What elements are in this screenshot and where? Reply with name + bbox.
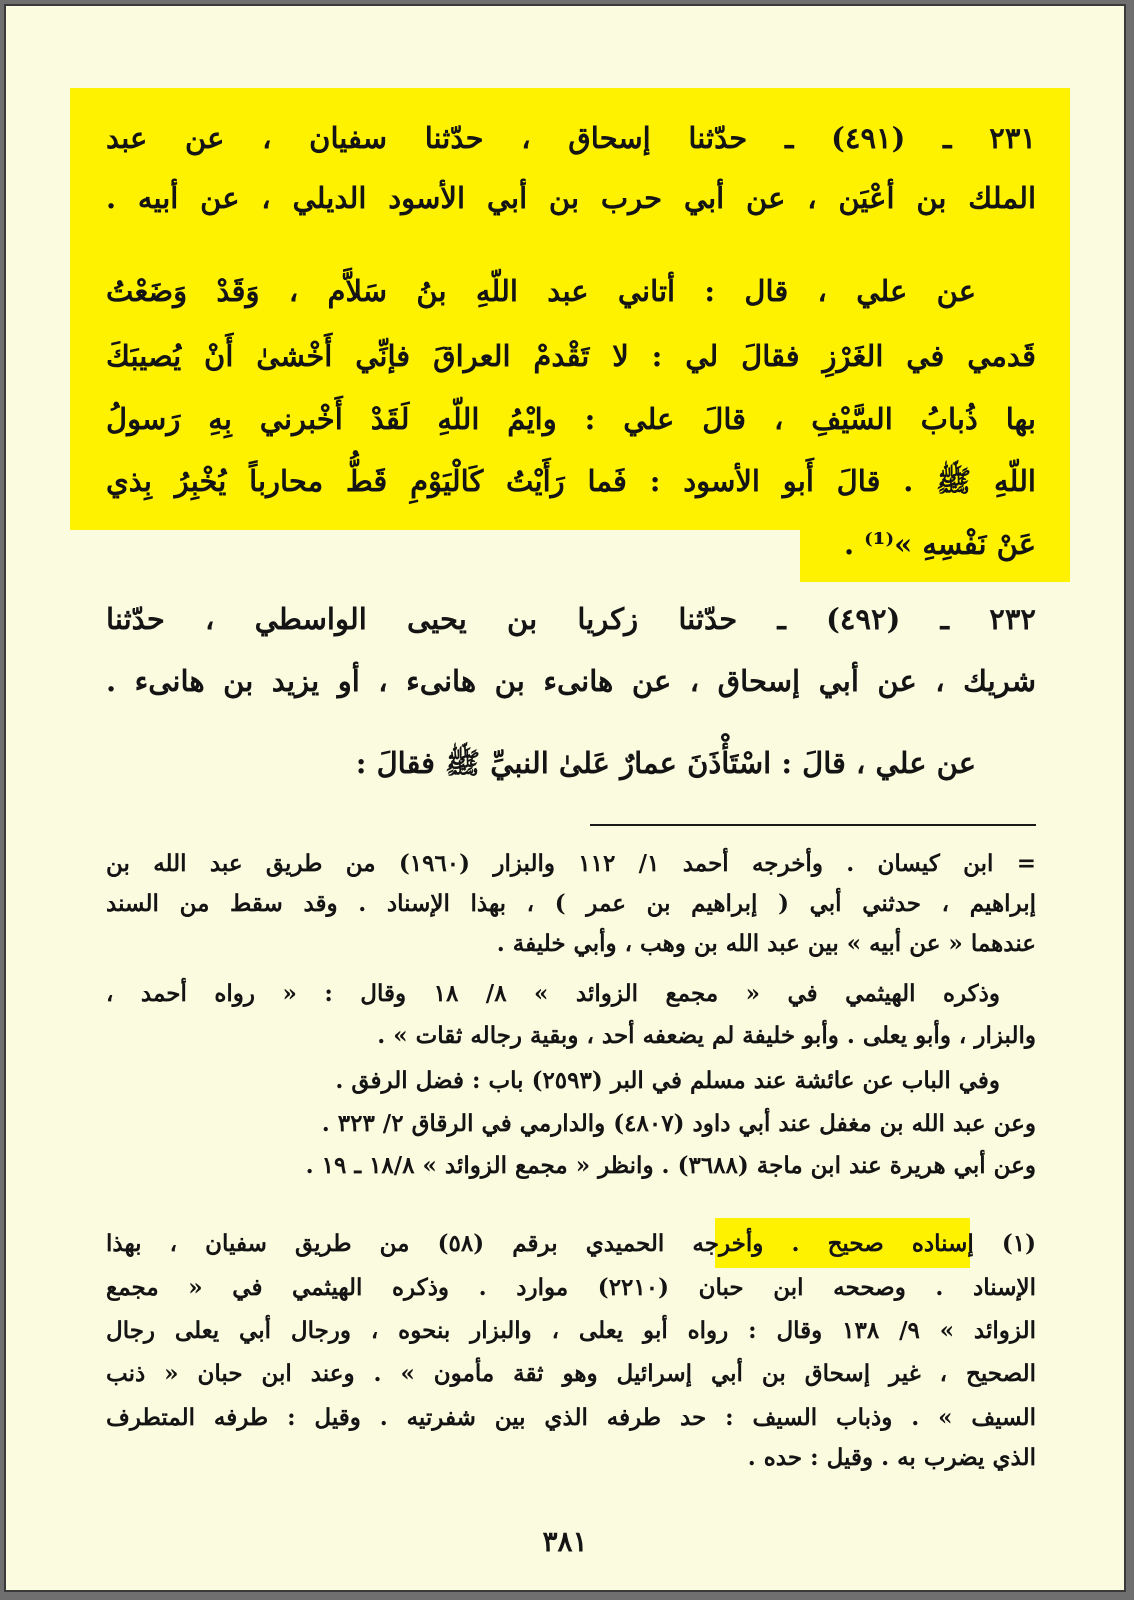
footnote-1-line-5: السيف » . وذباب السيف : حد طرفه الذي بين شفرتيه . وقيل : طرفه المتطرف	[106, 1404, 1036, 1431]
hadith-231-line-4: قَدمي في الغَرْزِ فقالَ لي : لا تَقْدمْ العراقَ فإنِّي أَخْشىٰ أَنْ يُصيبَكَ	[106, 339, 1036, 373]
hadith-231-line-6: اللّهِ ﷺ . قالَ أَبو الأسود : فَما رَأَيْتُ كَالْيَوْمِ قَطُّ محارباً يُخْبِرُ بِذي	[106, 464, 1036, 498]
footnote-1-line-3: الزوائد » ٩/ ١٣٨ وقال : رواه أبو يعلى ، والبزار بنحوه ، ورجال أبي يعلى رجال	[106, 1317, 1036, 1344]
footnote-1-line-2: الإسناد . وصححه ابن حبان (٢٢١٠) موارد . وذكره الهيثمي في « مجمع	[106, 1274, 1036, 1301]
footnote-continuation-line-5: والبزار ، وأبو يعلى . وأبو خليفة لم يضعفه أحد ، وبقية رجاله ثقات » .	[377, 1022, 1036, 1049]
hadith-231-line-7: عَنْ نَفْسِهِ »⁽¹⁾ .	[843, 527, 1036, 561]
footnote-continuation-line-7: وعن عبد الله بن مغفل عند أبي داود (٤٨٠٧) والدارمي في الرقاق ٢/ ٣٢٣ .	[321, 1110, 1036, 1137]
hadith-231-line-3: عن علي ، قال : أتاني عبد اللّهِ بنُ سَلاَّم ، وَقَدْ وَضَعْتُ	[106, 274, 976, 308]
hadith-231-line-5: بها ذُبابُ السَّيْفِ ، قالَ علي : وايْمُ اللّهِ لَقَدْ أَخْبرني بِهِ رَسولُ	[106, 402, 1036, 436]
footnote-continuation-line-4: وذكره الهيثمي في « مجمع الزوائد » ٨/ ١٨ وقال : « رواه أحمد ،	[106, 980, 1000, 1007]
hadith-232-line-2: شريك ، عن أبي إسحاق ، عن هانىء بن هانىء ، أو يزيد بن هانىء .	[106, 664, 1036, 698]
hadith-231-line-2: الملك بن أعْيَن ، عن أبي حرب بن أبي الأسود الديلي ، عن أبيه .	[106, 181, 1036, 215]
footnote-1-line-1: (١) إسناده صحيح . وأخرجه الحميدي برقم (٥٨) من طريق سفيان ، بهذا	[106, 1230, 1037, 1257]
footnote-continuation-line-8: وعن أبي هريرة عند ابن ماجة (٣٦٨٨) . وانظر « مجمع الزوائد » ١٨/٨ ـ ١٩ .	[305, 1152, 1036, 1179]
footnote-1-line-6: الذي يضرب به . وقيل : حده .	[747, 1444, 1036, 1471]
footnote-separator	[590, 824, 1036, 826]
footnote-continuation-line-3: عندهما « عن أبيه » بين عبد الله بن وهب ، وأبي خليفة .	[496, 930, 1036, 957]
footnote-continuation-line-1: = ابن كيسان . وأخرجه أحمد ١/ ١١٢ والبزار (١٩٦٠) من طريق عبد الله بن	[106, 850, 1036, 877]
footnote-continuation-line-2: إبراهيم ، حدثني أبي ( إبراهيم بن عمر ) ، بهذا الإسناد . وقد سقط من السند	[106, 890, 1036, 917]
footnote-1-line-4: الصحيح ، غير إسحاق بن أبي إسرائيل وهو ثقة مأمون » . وعند ابن حبان « ذنب	[106, 1360, 1036, 1387]
page-number: ٣٨١	[542, 1525, 588, 1558]
hadith-231-line-1: ٢٣١ ـ (٤٩١) ـ حدّثنا إسحاق ، حدّثنا سفيان ، عن عبد	[106, 121, 1036, 155]
footnote-continuation-line-6: وفي الباب عن عائشة عند مسلم في البر (٢٥٩٣) باب : فضل الرفق .	[335, 1067, 1000, 1094]
hadith-232-line-1: ٢٣٢ ـ (٤٩٢) ـ حدّثنا زكريا بن يحيى الواسطي ، حدّثنا	[106, 602, 1036, 636]
hadith-232-line-3: عن علي ، قالَ : اسْتَأْذَنَ عمارٌ عَلىٰ النبيِّ ﷺ فقالَ :	[355, 746, 976, 780]
book-page	[4, 4, 1126, 1592]
